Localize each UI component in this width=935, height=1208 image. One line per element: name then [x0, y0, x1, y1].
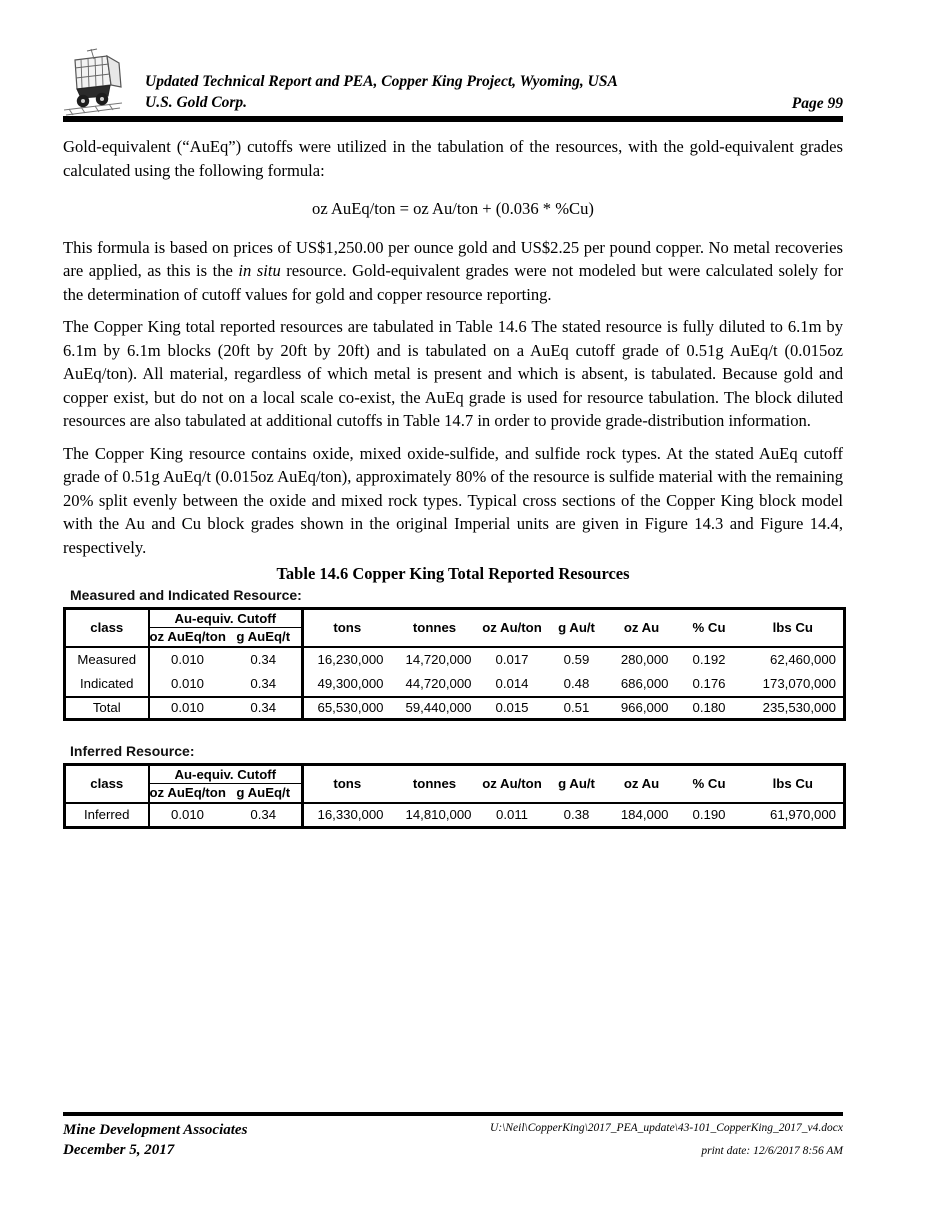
- paragraph-rock-types: The Copper King resource contains oxide, mixed oxide-sulfide, and sulfide rock types. At the stated AuEq cutoff grade of 0.51g AuEq/t (0.015oz AuEq/ton), approximately 80% of the resource is sulfide material with the remaining 20% split evenly between the oxide and mixed rock types. Typical cross sections of the Copper King block model with the Au and Cu block grades shown in the original Imperial units are given in Figure 14.3 and Figure 14.4, respectively.: [63, 443, 843, 557]
- table-title: Table 14.6 Copper King Total Reported Resources: [276, 564, 630, 583]
- cell-tonnes: 44,720,000: [405, 676, 472, 691]
- cell-pct-cu: 0.190: [692, 807, 726, 823]
- paragraph-formula-basis-end: resource. Gold-equivalent grades were not modeled but were calculated solely for the determination of cutoff values for gold and copper resource reporting.: [63, 261, 844, 304]
- mine-cart-logo-icon: [61, 46, 125, 118]
- cell-lbs-cu: 173,070,000: [762, 676, 837, 691]
- col-header-g-au-t: g Au/t: [546, 609, 608, 647]
- cell-oz-au: 686,000: [620, 676, 669, 691]
- cell-tonnes: 14,720,000: [405, 652, 472, 667]
- col-header-oz-aueq-ton: oz AuEq/ton: [149, 784, 226, 803]
- cell-tonnes: 14,810,000: [405, 807, 472, 823]
- page-number: Page 99: [791, 95, 843, 112]
- cell-cutoff-g: 0.34: [226, 803, 303, 828]
- col-header-tons: tons: [303, 765, 391, 803]
- cell-lbs-cu: 61,970,000: [770, 807, 837, 823]
- cell-tonnes: 59,440,000: [405, 700, 472, 716]
- paragraph-total-resources: The Copper King total reported resources are tabulated in Table 14.6 The stated resource is fully diluted to 6.1m by 6.1m by 6.1m blocks (20ft by 20ft by 20ft) and is tabulated on a AuEq cutoff grade of 0.51g AuEq/t (0.015oz AuEq/ton). All material, regardless of which metal is present and which is absent, is tabulated. Because gold and copper exist, but do not on a local scale co-exist, the AuEq grade is used for resource tabulation. The block diluted resources are also tabulated at additional cutoffs in Table 14.7 in order to provide grade-distribution information.: [63, 317, 843, 430]
- inferred-label: Inferred Resource:: [70, 743, 195, 759]
- header-rule: [63, 116, 843, 122]
- cell-tons: 16,330,000: [317, 807, 384, 823]
- col-header-oz-au-ton: oz Au/ton: [479, 609, 546, 647]
- footer-org: Mine Development Associates: [63, 1122, 248, 1138]
- cell-tons: 65,530,000: [317, 700, 384, 716]
- page-footer: [63, 1112, 843, 1160]
- col-header-tonnes: tonnes: [391, 609, 479, 647]
- table-row-total: [65, 697, 845, 720]
- col-header-lbs-cu: lbs Cu: [743, 609, 845, 647]
- cell-cutoff-oz: 0.010: [170, 807, 204, 823]
- cell-class: Total: [65, 697, 149, 720]
- col-header-oz-au: oz Au: [608, 765, 676, 803]
- col-header-lbs-cu: lbs Cu: [743, 765, 845, 803]
- col-header-oz-au-ton: oz Au/ton: [479, 765, 546, 803]
- aueq-formula: oz AuEq/ton = oz Au/ton + (0.036 * %Cu): [312, 199, 594, 218]
- col-header-tons: tons: [303, 609, 391, 647]
- footer-left: [63, 1120, 247, 1160]
- in-situ-italic: in situ: [238, 261, 281, 280]
- cell-tons: 49,300,000: [317, 676, 384, 691]
- cell-g-au-t: 0.48: [563, 676, 590, 691]
- cell-cutoff-oz: 0.010: [170, 676, 204, 691]
- cell-g-au-t: 0.59: [563, 652, 590, 667]
- cell-pct-cu: 0.192: [692, 652, 726, 667]
- table-header-row-1: [65, 609, 845, 628]
- measured-indicated-label: Measured and Indicated Resource:: [70, 587, 302, 603]
- cell-cutoff-g: 0.34: [226, 647, 303, 672]
- cell-cutoff-oz: 0.010: [170, 652, 204, 667]
- footer-date: December 5, 2017: [63, 1142, 175, 1158]
- cell-oz-au: 184,000: [620, 807, 669, 823]
- table-row-indicated: [65, 672, 845, 697]
- col-header-class: class: [65, 609, 149, 647]
- col-header-oz-aueq-ton: oz AuEq/ton: [149, 628, 226, 647]
- cell-oz-au-ton: 0.011: [496, 807, 529, 823]
- cell-tons: 16,230,000: [317, 652, 384, 667]
- col-header-cutoff-group: Au-equiv. Cutoff: [149, 765, 303, 784]
- col-header-tonnes: tonnes: [391, 765, 479, 803]
- cell-class: Indicated: [65, 672, 149, 697]
- footer-file-path: U:\Neil\CopperKing\2017_PEA_update\43-101_CopperKing_2017_v4.docx: [490, 1122, 843, 1134]
- col-header-class: class: [65, 765, 149, 803]
- cell-pct-cu: 0.176: [692, 676, 726, 691]
- paragraph-gold-equivalent-intro: Gold-equivalent (“AuEq”) cutoffs were utilized in the tabulation of the resources, with the gold-equivalent grades calculated using the following formula:: [63, 137, 843, 180]
- paragraph-formula-basis: [63, 236, 843, 307]
- footer-print-date: print date: 12/6/2017 8:56 AM: [701, 1145, 843, 1157]
- table-row-measured: [65, 647, 845, 672]
- paragraph-formula-basis-start: This formula is based on prices of US$1,250.00 per ounce gold and US$2.25 per pound copper. No metal recoveries are applied, as this is the: [63, 237, 843, 280]
- header-titles: [145, 71, 618, 113]
- cell-oz-au-ton: 0.017: [495, 652, 529, 667]
- company-name: U.S. Gold Corp.: [145, 94, 248, 111]
- col-header-g-aueq-t: g AuEq/t: [226, 628, 303, 647]
- col-header-g-au-t: g Au/t: [546, 765, 608, 803]
- cell-oz-au-ton: 0.015: [495, 700, 529, 716]
- cell-oz-au: 280,000: [620, 652, 669, 667]
- table-row-inferred: [65, 803, 845, 828]
- footer-rule: [63, 1112, 843, 1116]
- cell-class: Inferred: [65, 803, 149, 828]
- inferred-table: [63, 763, 846, 829]
- cell-g-au-t: 0.38: [563, 807, 590, 823]
- measured-indicated-table: [63, 607, 846, 721]
- cell-oz-au-ton: 0.014: [495, 676, 529, 691]
- footer-right: [490, 1120, 843, 1160]
- cell-cutoff-g: 0.34: [226, 697, 303, 720]
- col-header-g-aueq-t: g AuEq/t: [226, 784, 303, 803]
- cell-g-au-t: 0.51: [563, 700, 590, 716]
- col-header-cutoff-group: Au-equiv. Cutoff: [149, 609, 303, 628]
- report-title: Updated Technical Report and PEA, Copper King Project, Wyoming, USA: [145, 73, 618, 90]
- cell-cutoff-g: 0.34: [226, 672, 303, 697]
- table-header-row-1: [65, 765, 845, 784]
- cell-lbs-cu: 62,460,000: [770, 652, 837, 667]
- cell-oz-au: 966,000: [620, 700, 669, 716]
- page-header: [63, 44, 843, 114]
- page-content: [63, 0, 844, 1158]
- col-header-pct-cu: % Cu: [676, 609, 743, 647]
- col-header-oz-au: oz Au: [608, 609, 676, 647]
- cell-pct-cu: 0.180: [692, 700, 726, 716]
- cell-lbs-cu: 235,530,000: [762, 700, 837, 716]
- cell-class: Measured: [65, 647, 149, 672]
- cell-cutoff-oz: 0.010: [170, 700, 204, 716]
- col-header-pct-cu: % Cu: [676, 765, 743, 803]
